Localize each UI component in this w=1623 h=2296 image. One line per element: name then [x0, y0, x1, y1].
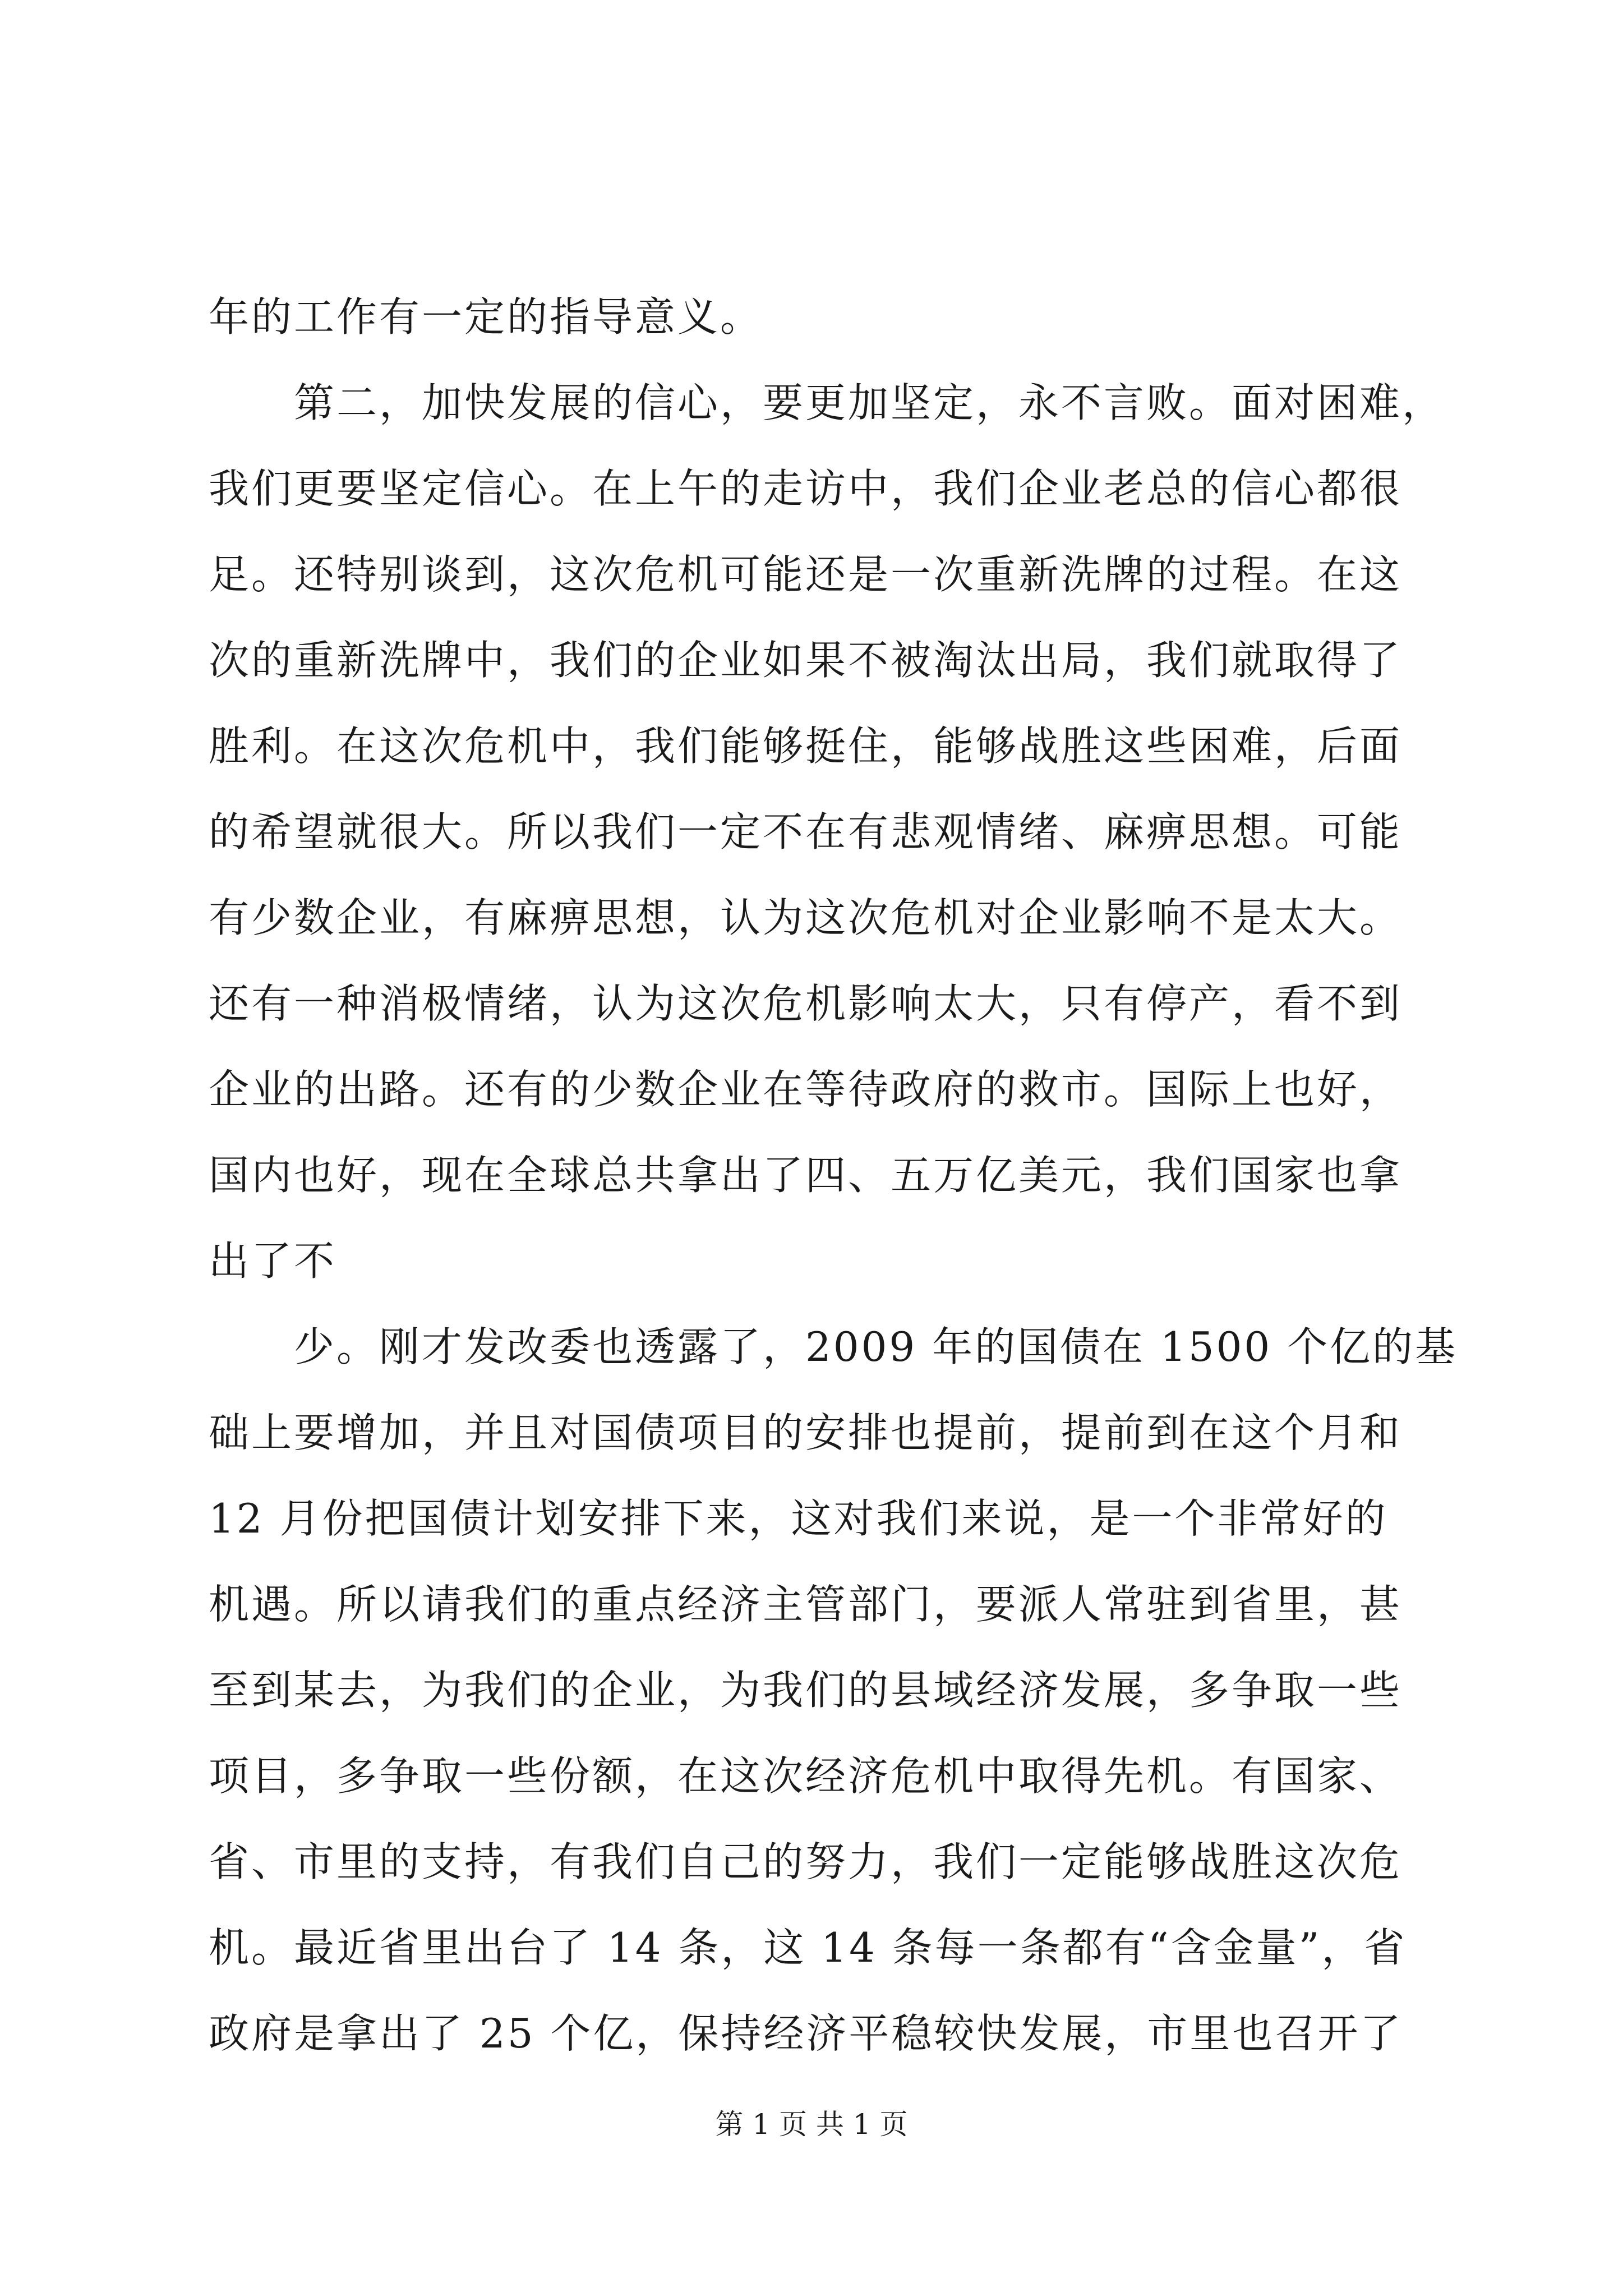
- text-line: 机。最近省里出台了 14 条，这 14 条每一条都有“含金量”，省: [209, 1924, 1407, 1971]
- text-line: 12 月份把国债计划安排下来，这对我们来说，是一个非常好的: [209, 1495, 1388, 1542]
- text-line: 足。还特别谈到，这次危机可能还是一次重新洗牌的过程。在这: [209, 551, 1403, 598]
- text-line: 还有一种消极情绪，认为这次危机影响太大，只有停产，看不到: [209, 980, 1403, 1027]
- text-line: 少。刚才发改委也透露了，2009 年的国债在 1500 个亿的基: [209, 1323, 1458, 1370]
- text-line: 有少数企业，有麻痹思想，认为这次危机对企业影响不是太大。: [209, 894, 1403, 941]
- text-line: 至到某去，为我们的企业，为我们的县域经济发展，多争取一些: [209, 1667, 1403, 1714]
- text-line: 年的工作有一定的指导意义。: [209, 293, 763, 341]
- text-line: 胜利。在这次危机中，我们能够挺住，能够战胜这些困难，后面: [209, 723, 1403, 770]
- text-line: 础上要增加，并且对国债项目的安排也提前，提前到在这个月和: [209, 1409, 1403, 1456]
- text-line: 国内也好，现在全球总共拿出了四、五万亿美元，我们国家也拿: [209, 1152, 1403, 1199]
- text-line: 省、市里的支持，有我们自己的努力，我们一定能够战胜这次危: [209, 1838, 1403, 1885]
- text-line: 我们更要坚定信心。在上午的走访中，我们企业老总的信心都很: [209, 465, 1403, 512]
- page-footer: 第 1 页 共 1 页: [715, 2108, 908, 2141]
- text-line: 次的重新洗牌中，我们的企业如果不被淘汰出局，我们就取得了: [209, 637, 1403, 684]
- text-line: 项目，多争取一些份额，在这次经济危机中取得先机。有国家、: [209, 1752, 1403, 1800]
- text-line: 第二，加快发展的信心，要更加坚定，永不言败。面对困难，: [209, 379, 1445, 426]
- text-line: 政府是拿出了 25 个亿，保持经济平稳较快发展，市里也召开了: [209, 2010, 1403, 2057]
- text-line: 机遇。所以请我们的重点经济主管部门，要派人常驻到省里，甚: [209, 1581, 1403, 1628]
- text-line: 企业的出路。还有的少数企业在等待政府的救市。国际上也好，: [209, 1066, 1403, 1113]
- text-line: 出了不: [209, 1237, 337, 1285]
- text-line: 的希望就很大。所以我们一定不在有悲观情绪、麻痹思想。可能: [209, 808, 1403, 855]
